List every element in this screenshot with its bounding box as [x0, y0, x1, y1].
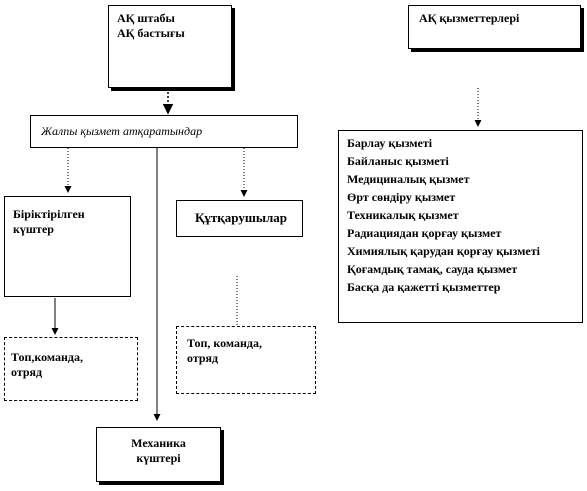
- service-item: Медициналық қызмет: [347, 172, 470, 186]
- rescuers-box: [176, 200, 303, 237]
- services-list-box: [338, 130, 583, 323]
- united-forces-box: [4, 196, 131, 297]
- hq-box: [108, 5, 232, 88]
- hq-line1: АҚ штабы: [117, 11, 175, 25]
- service-item: Қоғамдық тамақ, сауда қызмет: [347, 262, 518, 276]
- officers-box: [30, 115, 298, 148]
- service-item: Байланыс қызметі: [347, 154, 449, 168]
- mechanized-box: [96, 427, 221, 482]
- group-left-line2: отряд: [11, 365, 43, 379]
- rescuers-label: Құтқарушылар: [195, 210, 288, 225]
- hq-line2: АҚ бастығы: [117, 26, 185, 40]
- service-item: Химиялық қарудан қорғау қызметі: [347, 244, 540, 258]
- united-forces-line2: күштер: [13, 222, 54, 236]
- united-forces-line1: Біріктірілген: [13, 207, 85, 221]
- mechanized-line1: Механика: [131, 436, 186, 450]
- services-title: АҚ қызметтерлері: [419, 11, 520, 25]
- services-title-box: [408, 5, 581, 49]
- officers-label: Жалпы қызмет атқаратындар: [41, 124, 203, 138]
- group-box-right: [176, 326, 316, 394]
- group-right-line1: Топ, команда,: [187, 336, 262, 350]
- group-right-line2: отряд: [187, 351, 219, 365]
- group-left-line1: Топ,команда,: [11, 350, 83, 364]
- mechanized-line2: күштері: [136, 451, 181, 465]
- service-item: Радиациядан қорғау қызмет: [347, 226, 502, 240]
- service-item: Өрт сөндіру қызмет: [347, 190, 456, 204]
- service-item: Барлау қызметі: [347, 136, 433, 150]
- service-item: Басқа да қажетті қызметтер: [347, 280, 501, 294]
- services-list: [347, 136, 574, 295]
- group-box-left: [4, 337, 138, 401]
- service-item: Техникалық қызмет: [347, 208, 459, 222]
